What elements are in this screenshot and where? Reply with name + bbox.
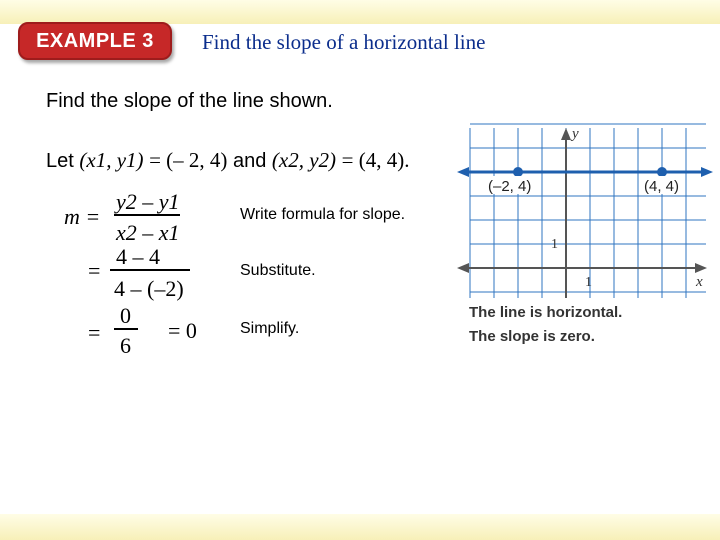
substitute-numerator: 4 – 4 — [116, 244, 160, 269]
formula-numerator: y2 – y1 — [116, 189, 180, 214]
x-axis-left-arrow — [457, 263, 469, 273]
simplify-equals: = — [88, 320, 101, 345]
bottom-decorative-band — [0, 514, 720, 540]
substitute-denominator: 4 – (–2) — [114, 276, 184, 301]
formula-note: Write formula for slope. — [240, 206, 406, 223]
line-left-arrow — [457, 167, 469, 177]
point2-value: = (4, 4). — [341, 148, 410, 172]
point1-label: (–2, 4) — [488, 178, 532, 195]
simplify-denominator: 6 — [120, 333, 131, 358]
y-tick-label: 1 — [551, 237, 558, 252]
simplify-result: = 0 — [168, 318, 197, 343]
point-2 — [657, 167, 667, 177]
example-badge: EXAMPLE 3 — [18, 22, 172, 60]
point1-value: = (– 2, 4) — [149, 148, 228, 172]
and-word: and — [232, 150, 267, 172]
problem-prompt: Find the slope of the line shown. — [46, 90, 333, 112]
x-tick-label: 1 — [585, 275, 592, 290]
point2-label: (4, 4) — [644, 178, 680, 195]
substitute-equals: = — [88, 258, 101, 283]
example-title: Find the slope of a horizontal line — [202, 30, 486, 54]
graph-caption-line2: The slope is zero. — [469, 328, 595, 345]
point-1 — [513, 167, 523, 177]
let-word: Let — [46, 150, 74, 172]
substitute-note: Substitute. — [240, 262, 316, 279]
simplify-numerator: 0 — [120, 303, 131, 328]
point1-variables: (x1, y1) — [79, 148, 144, 172]
line-right-arrow — [701, 167, 713, 177]
x-axis-label: x — [696, 274, 703, 290]
graph-grid — [470, 124, 706, 298]
x-axis-arrow — [695, 263, 707, 273]
formula-denominator: x2 – x1 — [116, 220, 180, 245]
slope-lhs: m = — [64, 204, 101, 229]
y-axis-arrow — [561, 128, 571, 140]
y-axis-label: y — [572, 126, 579, 142]
graph-caption-line1: The line is horizontal. — [469, 304, 623, 321]
simplify-note: Simplify. — [240, 320, 300, 337]
point2-variables: (x2, y2) — [271, 148, 337, 172]
